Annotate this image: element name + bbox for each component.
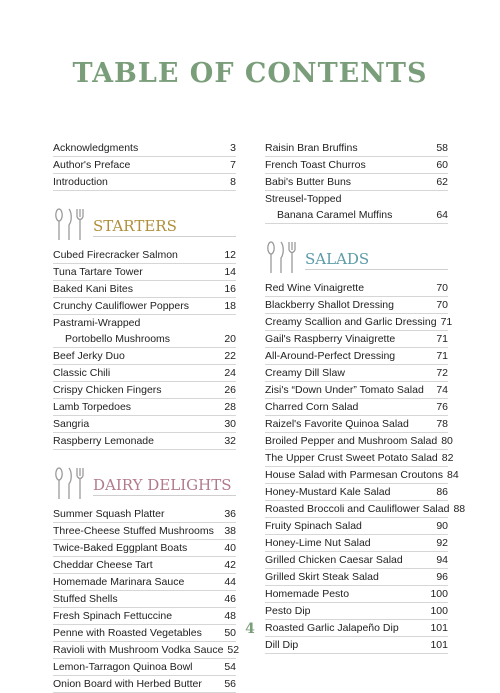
dairy-list [53, 506, 240, 693]
toc-entry [265, 433, 453, 450]
toc-entry [265, 331, 448, 348]
entry-page-number: 48 [224, 610, 236, 622]
entry-page-number: 32 [224, 435, 236, 447]
entry-page-number: 90 [436, 520, 448, 532]
entry-title: Raisin Bran Bruffins [265, 142, 358, 154]
entry-page-number: 84 [447, 469, 459, 481]
entry-page-number: 40 [224, 542, 236, 554]
entry-page-number: 22 [224, 350, 236, 362]
entry-title: Classic Chili [53, 367, 111, 379]
entry-page-number: 76 [436, 401, 448, 413]
toc-entry [53, 281, 236, 298]
entry-title: Acknowledgments [53, 142, 139, 154]
toc-entry [265, 416, 448, 433]
entry-title: Raspberry Lemonade [53, 435, 154, 447]
toc-entry [265, 157, 448, 174]
entry-page-number: 78 [436, 418, 448, 430]
toc-entry [53, 523, 236, 540]
toc-entry [53, 506, 236, 523]
entry-title: Ravioli with Mushroom Vodka Sauce [53, 644, 224, 656]
toc-entry [53, 433, 236, 450]
entry-title: Cubed Firecracker Salmon [53, 249, 178, 261]
divider [305, 269, 448, 270]
entry-title: Homemade Marinara Sauce [53, 576, 185, 588]
entry-page-number: 74 [436, 384, 448, 396]
toc-right-column [265, 140, 466, 654]
entry-page-number: 71 [436, 333, 448, 345]
toc-entry [53, 557, 236, 574]
starters-list [53, 247, 236, 450]
entry-title: House Salad with Parmesan Croutons [265, 469, 444, 481]
toc-entry [53, 298, 236, 315]
entry-page-number: 100 [430, 605, 448, 617]
toc-entry [265, 140, 448, 157]
toc-entry [53, 315, 236, 348]
entry-title: Pastrami-Wrapped Portobello Mushrooms [53, 317, 171, 345]
entry-title: The Upper Crust Sweet Potato Salad [265, 452, 438, 464]
toc-entry [53, 247, 236, 264]
entry-title: Babi's Butter Buns [265, 176, 352, 188]
entry-title: Crunchy Cauliflower Poppers [53, 300, 189, 312]
entry-page-number: 72 [436, 367, 448, 379]
entry-title: Onion Board with Herbed Butter [53, 678, 202, 690]
toc-left-column [53, 140, 240, 693]
entry-page-number: 70 [436, 282, 448, 294]
entry-page-number: 12 [224, 249, 236, 261]
entry-page-number: 7 [230, 159, 236, 171]
entry-page-number: 8 [230, 176, 236, 188]
entry-page-number: 44 [224, 576, 236, 588]
toc-entry [265, 399, 448, 416]
entry-title: Honey-Lime Nut Salad [265, 537, 371, 549]
entry-title: Honey-Mustard Kale Salad [265, 486, 391, 498]
entry-title: Homemade Pesto [265, 588, 350, 600]
entry-page-number: 30 [224, 418, 236, 430]
toc-entry [265, 280, 448, 297]
entry-page-number: 86 [436, 486, 448, 498]
entry-title: Red Wine Vinaigrette [265, 282, 365, 294]
toc-entry [265, 297, 448, 314]
entry-title: Lemon-Tarragon Quinoa Bowl [53, 661, 193, 673]
entry-page-number: 64 [436, 209, 448, 221]
toc-entry [265, 382, 448, 399]
toc-entry [265, 467, 459, 484]
toc-entry [265, 314, 453, 331]
entry-title: Charred Corn Salad [265, 401, 359, 413]
entry-title: Sangria [53, 418, 90, 430]
toc-entry [265, 535, 448, 552]
toc-entry [265, 174, 448, 191]
salads-heading-block [265, 232, 448, 274]
entry-page-number: 20 [224, 333, 236, 345]
toc-entry [265, 450, 454, 467]
entry-page-number: 94 [436, 554, 448, 566]
entry-title: Blackberry Shallot Dressing [265, 299, 394, 311]
toc-entry [53, 382, 236, 399]
toc-entry [265, 569, 448, 586]
toc-entry [265, 586, 448, 603]
toc-entry [53, 140, 236, 157]
entry-title: Roasted Garlic Jalapeño Dip [265, 622, 399, 634]
entry-title: Streusel-Topped Banana Caramel Muffins [265, 193, 393, 221]
entry-title: Pesto Dip [265, 605, 311, 617]
toc-entry [265, 191, 448, 224]
entry-title: French Toast Churros [265, 159, 366, 171]
entry-title: Creamy Dill Slaw [265, 367, 345, 379]
starters-heading-block [53, 199, 236, 241]
entry-page-number: 100 [430, 588, 448, 600]
entry-title: Dill Dip [265, 639, 299, 651]
toc-entry [53, 574, 236, 591]
entry-title: Grilled Skirt Steak Salad [265, 571, 379, 583]
entry-page-number: 82 [441, 452, 454, 464]
entry-page-number: 28 [224, 401, 236, 413]
entry-page-number: 24 [224, 367, 236, 379]
entry-page-number: 36 [224, 508, 236, 520]
toc-entry [53, 174, 236, 191]
entry-page-number: 50 [224, 627, 236, 639]
entry-title: Summer Squash Platter [53, 508, 165, 520]
entry-page-number: 52 [227, 644, 240, 656]
toc-entry [265, 484, 448, 501]
toc-entry [53, 399, 236, 416]
entry-title: Stuffed Shells [53, 593, 118, 605]
cutlery-icon [53, 466, 87, 500]
toc-entry [265, 603, 448, 620]
entry-page-number: 58 [436, 142, 448, 154]
entry-page-number: 92 [436, 537, 448, 549]
toc-entry [53, 659, 236, 676]
entry-title: Creamy Scallion and Garlic Dressing [265, 316, 437, 328]
section-title-dairy: DAIRY DELIGHTS [93, 476, 232, 494]
entry-title: Gail's Raspberry Vinaigrette [265, 333, 396, 345]
section-title-salads: SALADS [305, 250, 370, 268]
entry-page-number: 101 [430, 622, 448, 634]
entry-title: Twice-Baked Eggplant Boats [53, 542, 188, 554]
toc-entry [265, 501, 466, 518]
entry-page-number: 56 [224, 678, 236, 690]
entry-page-number: 101 [430, 639, 448, 651]
cutlery-icon [53, 207, 87, 241]
entry-page-number: 71 [436, 350, 448, 362]
entry-page-number: 88 [453, 503, 466, 515]
breads-list [265, 140, 448, 224]
entry-title: Baked Kani Bites [53, 283, 133, 295]
toc-entry [53, 264, 236, 281]
entry-title: Introduction [53, 176, 108, 188]
entry-title: Grilled Chicken Caesar Salad [265, 554, 403, 566]
toc-entry [53, 157, 236, 174]
cutlery-icon [265, 240, 299, 274]
toc-entry [53, 540, 236, 557]
toc-entry [53, 676, 236, 693]
entry-title: Beef Jerky Duo [53, 350, 125, 362]
entry-page-number: 14 [224, 266, 236, 278]
entry-title: Penne with Roasted Vegetables [53, 627, 202, 639]
divider [93, 495, 236, 496]
entry-page-number: 70 [436, 299, 448, 311]
toc-entry [265, 365, 448, 382]
entry-title: Broiled Pepper and Mushroom Salad [265, 435, 438, 447]
entry-title: Raizel's Favorite Quinoa Salad [265, 418, 409, 430]
front-matter-list [53, 140, 236, 191]
toc-entry [265, 552, 448, 569]
entry-page-number: 3 [230, 142, 236, 154]
entry-page-number: 46 [224, 593, 236, 605]
entry-title: Zisi's “Down Under” Tomato Salad [265, 384, 424, 396]
toc-entry [265, 348, 448, 365]
entry-title: Crispy Chicken Fingers [53, 384, 162, 396]
dairy-heading-block [53, 458, 236, 500]
entry-page-number: 54 [224, 661, 236, 673]
entry-page-number: 42 [224, 559, 236, 571]
divider [93, 236, 236, 237]
toc-entry [53, 416, 236, 433]
entry-title: All-Around-Perfect Dressing [265, 350, 396, 362]
entry-page-number: 60 [436, 159, 448, 171]
salads-list [265, 280, 466, 654]
entry-page-number: 26 [224, 384, 236, 396]
entry-page-number: 16 [224, 283, 236, 295]
entry-page-number: 71 [440, 316, 453, 328]
entry-title: Cheddar Cheese Tart [53, 559, 153, 571]
entry-title: Author's Preface [53, 159, 131, 171]
entry-title: Lamb Torpedoes [53, 401, 132, 413]
entry-page-number: 80 [441, 435, 453, 447]
entry-title: Roasted Broccoli and Cauliflower Salad [265, 503, 450, 515]
toc-entry [53, 348, 236, 365]
toc-entry [53, 642, 240, 659]
section-title-starters: STARTERS [93, 217, 177, 235]
toc-entry [265, 637, 448, 654]
entry-page-number: 62 [436, 176, 448, 188]
entry-page-number: 96 [436, 571, 448, 583]
page-number: 4 [245, 621, 255, 637]
entry-page-number: 38 [224, 525, 236, 537]
entry-title: Tuna Tartare Tower [53, 266, 143, 278]
entry-title: Three-Cheese Stuffed Mushrooms [53, 525, 214, 537]
toc-entry [265, 518, 448, 535]
page-title: TABLE OF CONTENTS [72, 58, 428, 89]
entry-title: Fruity Spinach Salad [265, 520, 362, 532]
entry-title: Fresh Spinach Fettuccine [53, 610, 173, 622]
toc-entry [53, 365, 236, 382]
entry-page-number: 18 [224, 300, 236, 312]
toc-entry [53, 591, 236, 608]
